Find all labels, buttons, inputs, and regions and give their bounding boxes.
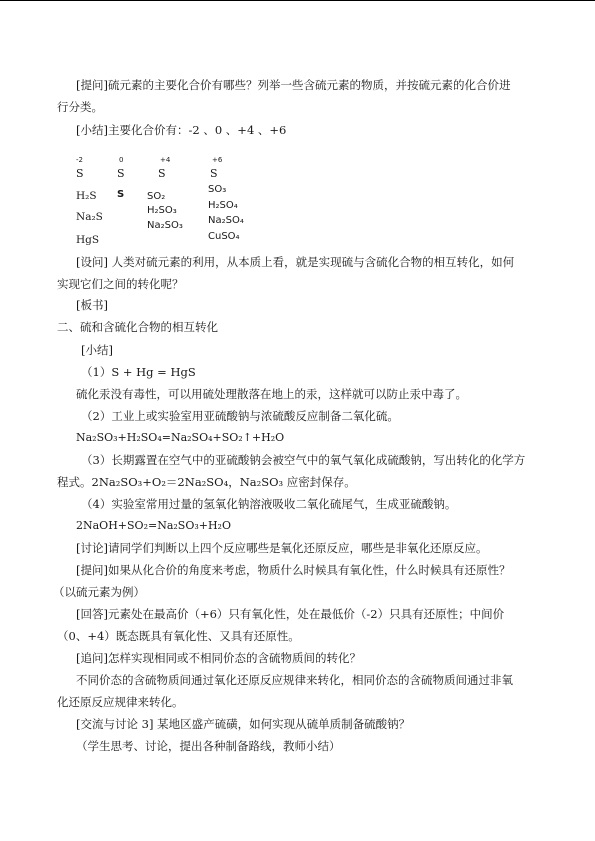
question-text-2-cont: （以硫元素为例） (53, 585, 145, 599)
board-label: [板书] (76, 298, 108, 312)
summary-valence: [小结]主要化合价有：-2 、0 、+4 、+6 (76, 123, 287, 137)
conversion-text-cont: 化还原反应规律来转化。 (57, 695, 184, 709)
compound-s: S (117, 189, 125, 200)
sulfur-symbol-p4: S (158, 167, 166, 180)
compound-h2so4: H₂SO₄ (208, 200, 238, 211)
reaction-3-cont (57, 475, 356, 489)
question-text-1: [提问]硫元素的主要化合价有哪些？列举一些含硫元素的物质，并按硫元素的化合价进 (76, 78, 511, 92)
compound-na2so4: Na₂SO₄ (208, 215, 244, 226)
follow-up-question: [追问]怎样实现相同或不相同价态的含硫物质间的转化？ (76, 651, 361, 665)
compound-so3: SO₃ (208, 184, 227, 195)
reaction-4: （4）实验室常用过量的氢氧化钠溶液吸收二氧化硫尾气，生成亚硫酸钠。 (81, 497, 457, 511)
reaction-1-note: 硫化汞没有毒性，可以用硫处理散落在地上的汞，这样就可以防止汞中毒了。 (76, 387, 467, 401)
reaction-2: （2）工业上或实验室用亚硫酸钠与浓硫酸反应制备二氧化硫。 (81, 409, 399, 423)
question-text-1-cont: 行分类。 (57, 100, 103, 114)
compound-na2s: Na₂S (76, 211, 103, 223)
compound-h2so3: H₂SO₃ (147, 205, 177, 216)
students-note: （学生思考、讨论，提出各种制备路线，教师小结） (76, 739, 341, 753)
sulfur-symbol-0: S (117, 167, 125, 180)
conversion-text: 不同价态的含硫物质间通过氧化还原反应规律来转化，相同价态的含硫物质间通过非氧 (76, 673, 513, 687)
compound-h2s: H₂S (76, 190, 97, 202)
reaction-3-prefix: 程式。 (57, 475, 92, 489)
sulfur-symbol-p6: S (210, 167, 218, 180)
valence-minus2: -2 (76, 156, 83, 164)
sulfur-symbol-m2: S (76, 167, 84, 180)
equation-4: 2NaOH+SO₂=Na₂SO₃+H₂O (76, 519, 231, 532)
exchange-discussion: [交流与讨论 3] 某地区盛产硫磺，如何实现从硫单质制备硫酸钠？ (76, 717, 411, 731)
compound-hgs: HgS (76, 234, 100, 246)
section-title: 二、硫和含硫化合物的相互转化 (57, 320, 218, 334)
equation-3: 2Na₂SO₃+O₂＝2Na₂SO₄ (91, 475, 229, 489)
reaction-3: （3）长期露置在空气中的亚硫酸钠会被空气中的氧气氧化成硫酸钠，写出转化的化学方 (81, 453, 526, 467)
valence-zero: 0 (119, 156, 124, 164)
valence-plus6: +6 (212, 156, 223, 164)
reaction-1: （1）S + Hg = HgS (81, 365, 196, 379)
compound-so2: SO₂ (147, 191, 166, 202)
design-question: [设问] 人类对硫元素的利用，从本质上看，就是实现硫与含硫化合物的相互转化，如何 (76, 255, 515, 269)
question-text-2: [提问]如果从化合价的角度来考虑，物质什么时候具有氧化性，什么时候具有还原性？ (76, 563, 511, 577)
discussion-text: [讨论]请同学们判断以上四个反应哪些是氧化还原反应，哪些是非氧化还原反应。 (76, 541, 488, 555)
top-rule (0, 0, 595, 1)
equation-2: Na₂SO₃+H₂SO₄=Na₂SO₄+SO₂↑+H₂O (76, 431, 285, 444)
compound-na2so3: Na₂SO₃ (147, 220, 183, 231)
design-question-cont: 实现它们之间的转化呢？ (57, 277, 184, 291)
compound-cuso4: CuSO₄ (208, 231, 240, 242)
reaction-3-suffix: ，Na₂SO₃ 应密封保存。 (228, 475, 356, 489)
answer-text-cont: （0、+4）既态既具有氧化性、又具有还原性。 (57, 629, 300, 643)
answer-text: [回答]元素处在最高价（+6）只有氧化性，处在最低价（-2）只具有还原性；中间价 (76, 607, 505, 621)
valence-plus4: +4 (160, 156, 171, 164)
summary-label: [小结] (81, 343, 113, 357)
